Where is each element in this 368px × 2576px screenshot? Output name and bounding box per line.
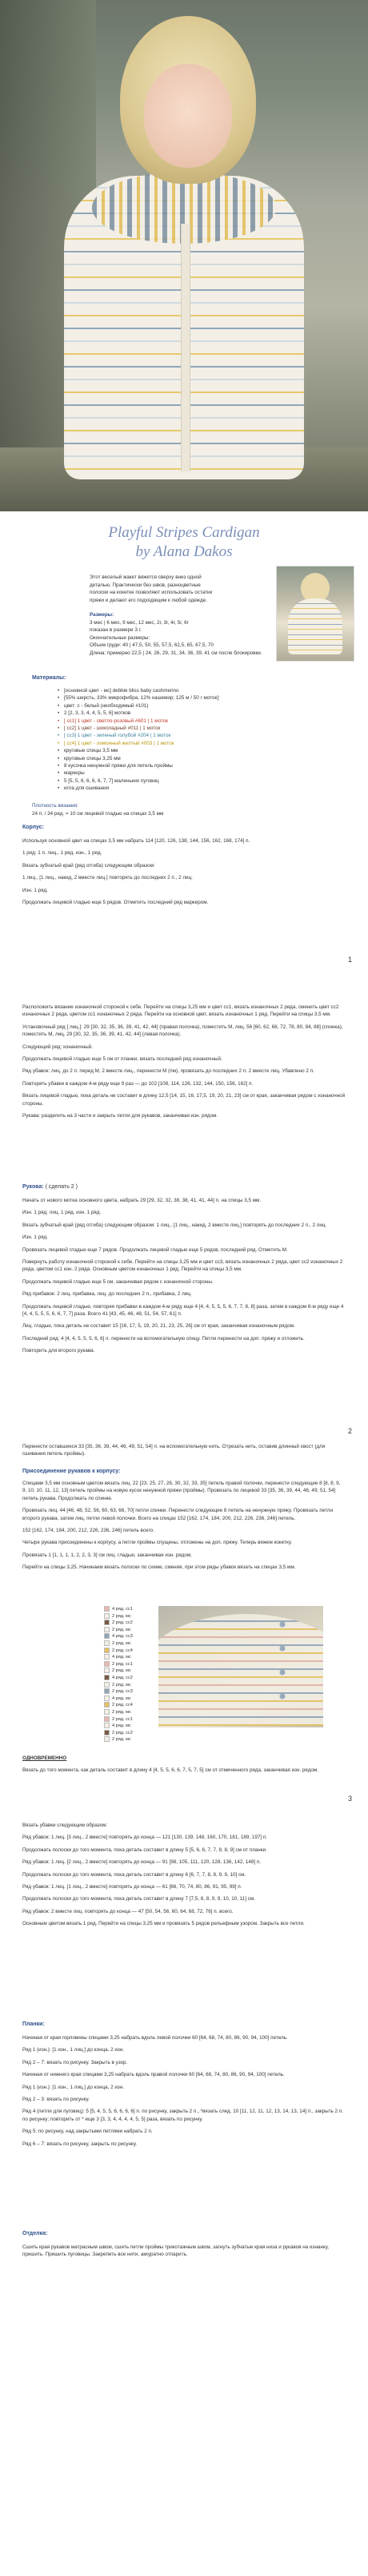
material-item: • 8 кусочка ненужной пряжи для петель проймы [64,762,294,769]
materials-list [54,687,294,793]
stripe-label: 2 ряд. мс [112,1627,131,1632]
instruction-paragraph: Установочный ряд [ лиц.]: 29 [30, 32, 35, 36, 39, 41, 42, 44] (правая полочка), поместить М, лиц. 56 [60, 62, 68, 72, 78, 80, 84, 88] (спинка), поместить М, лиц. 29 [30, 32, 35, 36, 39, 41, 42, 44] (левая полочка). [22,1024,343,1038]
gauge-section [32,802,336,817]
sizes-line: показан в размере 3 г. [90,627,142,634]
stripe-label: 2 ряд. мс [112,1737,131,1743]
stripe-label: 2 ряд. сс1 [112,1661,133,1667]
stripe-row [104,1702,162,1709]
instruction-paragraph: 152 [162, 174, 184, 200, 212, 226, 236, 246] петель всего. [22,1528,154,1534]
stripe-swatch [104,1736,110,1742]
instruction-paragraph: Вязать зубчатый край (ряд отгиба) следующим образом: [22,862,155,869]
stripe-swatch [104,1675,110,1680]
stripe-swatch [104,1688,110,1694]
stripe-row [104,1736,162,1743]
buttons-image [278,1622,286,1718]
instruction-paragraph: Продолжать полоски до того момента, пока деталь составит в длину 6 [6, 7, 7, 8, 8, 9, 9, 10] см. [22,1871,246,1878]
instruction-paragraph: Рукава: разделить на 3 части и закрыть петли для рукавов, заканчивая изн. рядом. [22,1113,218,1119]
instruction-paragraph: Продолжать лицевой гладью еще 5 рядов. Отметить последний ряд маркером. [22,900,209,906]
bands-instructions [22,2034,346,2153]
material-item: • [55% шерсть, 33% микрофибра, 12% кашемир; 125 м / 50 г моток]: [64,694,294,702]
stripe-swatch [104,1682,110,1688]
material-item: • 2 [2, 3, 3, 4, 4, 5, 5, 6] мотков [64,710,294,717]
instruction-paragraph: Лиц. гладью, пока деталь не составит 15 [16, 17, 5, 19, 20, 21, 23, 25, 26] см от края, заканчивая изнаночным рядом. [22,1323,295,1330]
stripe-label: 2 ряд. мс [112,1613,131,1619]
sleeves-heading-text: Рукова: [22,1184,44,1190]
instruction-paragraph: Повторить для второго рукава. [22,1348,95,1354]
stripe-swatch [104,1702,110,1707]
material-item: • круговые спицы 3,25 мм [64,755,294,762]
stripe-swatch [104,1620,110,1625]
stripe-label: 2 ряд. сс3 [112,1689,133,1695]
instruction-paragraph: Провязать лиц. 44 [46, 48, 52, 56, 60, 63, 66, 70] петли спинки. Перенести следующие 8 петель на ненужную пряжу. Провязать петли второго рукава, затем лиц. петли левой полочки. Всего на спицах 152 [162, 174, 184, 200, 212, 226, 236, 246] петель. [22,1508,333,1521]
stripe-label: 4 ряд. сс3 [112,1634,133,1640]
yoke-instructions [22,1004,346,1124]
finishing-instructions [22,2244,346,2264]
material-item: • [основной цвет - мс] debbie bliss baby cashmerino [64,687,294,694]
sizes-line: Окончательные размеры: [90,634,150,641]
instruction-paragraph: Ряд 2 – 3: вязать по рисунку. [22,2097,90,2103]
stripe-label: 4 ряд. сс1 [112,1607,133,1612]
instruction-paragraph: Вязать зубчатый край (ряд отгиба) следующим образом: 1 лиц., [1 лиц., накид, 2 вместе лиц.] повторять до последних 2 п., 2 лиц. [22,1222,327,1228]
stripe-label: 4 ряд. мс [112,1723,131,1729]
hero-photo [0,0,368,511]
sleeves-note: ( сделать 2 ) [45,1184,78,1190]
stripe-swatch [104,1730,110,1735]
instruction-paragraph: Вязать убавки следующим образом: [22,1823,108,1828]
finishing-heading: Отделка: [22,2231,48,2236]
stripe-row [104,1688,162,1695]
instruction-paragraph: Изн. 1 ряд. [22,1234,48,1241]
cardigan-placket-image [181,224,190,471]
sizes-line: 3 мес | 6 мес, 9 мес, 12 мес, 2г, 3г, 4г, 5г, 6г [90,619,189,626]
stripe-row [104,1606,162,1613]
instruction-paragraph: Ряд 5: по рисунку, над закрытыми петлями набрать 2 п. [22,2129,153,2135]
instruction-paragraph: Продолжать лицевой гладью еще 5 см от планки, вязать последний ряд изнаночный. [22,1056,222,1063]
material-item: • [ сс3] 1 цвет - зеленый голубой #204 | 1 моток [64,732,294,739]
stripe-row [104,1675,162,1682]
stripe-row [104,1627,162,1634]
instruction-paragraph: Ряд убавок: лиц. до 2 п. перед М, 2 вместе лиц., перенести М (пм), провязать до последних 2 п. 2 вместе лиц. Убавлено 2 п. [22,1068,314,1075]
sizes-label: Размеры: [90,612,114,618]
stripe-swatch [104,1640,110,1646]
stripe-row [104,1648,162,1655]
sleeves-instructions [22,1197,346,1360]
stripe-label: 2 ряд. сс2 [112,1730,133,1735]
instruction-paragraph: Основным цветом вязать 1 ряд. Перейти на спицы 3,25 мм и провязать 5 рядов рельефным узором. Закрыть все петли. [22,1921,305,1927]
stripe-row [104,1668,162,1675]
stripe-row [104,1633,162,1640]
stripe-swatch [104,1716,110,1722]
material-item: • круговые спицы 3,5 мм [64,747,294,754]
instruction-paragraph: Перейти на спицы 3,25. Начинаем вязать полоски по схеме, сменяя, при этом ряды убавок вязать на спицах 3,5 мм. [22,1564,296,1571]
stripe-label: 2 ряд. сс4 [112,1703,133,1708]
simultaneous-note [22,1755,346,1779]
instruction-paragraph: Провязать лицевой гладью еще 7 рядов. Продолжать лицевой гладью еще 5 рядов, последний ряд. Отметить М. [22,1246,288,1253]
pattern-author: by Alana Dakos [135,543,233,560]
instruction-paragraph: Ряд убавок: 1 лиц. [1 лиц., 2 вместе] повторять до конца — 61 [66, 70, 74, 80, 86, 91, 95, 99] п. [22,1884,242,1890]
page-number: 2 [348,1427,353,1435]
intro-text [90,574,272,604]
stripe-label: 2 ряд. сс4 [112,1648,133,1653]
intro-line: пряжи и делают его подходящим к любой одежде. [90,597,207,603]
pattern-title: Playful Stripes Cardigan [108,524,260,541]
stripe-row [104,1730,162,1737]
instruction-paragraph: Ряд 1 (изн.): [1 изн., 1 лиц.] до конца, 2 изн. [22,2047,125,2053]
stripe-row [104,1723,162,1730]
instruction-paragraph: Начать от нового мотка основного цвета, набрать 29 [29, 32, 32, 38, 38, 41, 41, 44] п. на спицы 3,5 мм. [22,1198,262,1203]
stripe-row [104,1620,162,1627]
gauge-text: 24 п. / 34 ряд. = 10 см лицевой гладью на спицах 3,5 мм [32,810,164,817]
page-number: 1 [348,956,353,964]
cardigan-image [288,598,342,654]
instruction-paragraph: Вязать до того момента, как деталь составит в длину 4 [4, 5, 5, 6, 6, 7, 5, 7, 5] см от отмеченного ряда, заканчивая изн. рядом. [22,1767,318,1774]
instruction-paragraph: Провязать 1 [1, 1, 1, 1, 2, 2, 3, 3] см лиц. гладью, заканчивая изн. рядом. [22,1552,192,1558]
intro-line: Этот веселый жакет вяжется сверху вниз одной [90,574,202,580]
stripe-row [104,1640,162,1648]
instruction-paragraph: Расположить вязание изнаночной стороной к себе. Перейти на спицы 3,25 мм и цвет сс1, вязать изнаночных 2 ряда, сменить цвет сс2 изнаночных 2 ряда, цветом сс1 изнаночных 2 ряда. Перейти на основной цвет, вязать изнаночных 1 ряд. Перейти на спицы 3,5 мм. [22,1004,339,1018]
stripe-label: 2 ряд. мс [112,1640,131,1646]
stripe-row [104,1613,162,1620]
join-heading: Присоединение рукавов к корпусу: [22,1469,121,1474]
bands-heading: Планки: [22,2021,45,2027]
yoke-detail-photo [158,1606,323,1727]
stripe-label: 2 ряд. сс2 [112,1620,133,1626]
body-heading: Корпус: [22,825,44,830]
instruction-paragraph: Ряд 2 – 7: вязать по рисунку. Закрыть в узор. [22,2059,128,2065]
instruction-paragraph: Ряд 4 (петли для пуговиц): 5 [5, 4, 5, 5, 6, 6, 6, 6] п. по рисунку, закрыть 2 п., *вязать след. 10 [11, 12, 11, 12, 13, 14, 13, 14] п., закрыть 2 п. по рисунку; повторить от * еще 3 [3, 3, 4, 4, 4, 4, 5, 5] раза, вязать по рисунку. [22,2109,343,2122]
instruction-paragraph: Начиная от края горловины спицами 3,25 набрать вдоль левой полочки 60 [64, 68, 74, 80, 86, 90, 94, 100] петель. [22,2035,288,2041]
stripe-swatch [104,1695,110,1701]
material-item: • 5 [5, 5, 6, 6, 6, 6, 7, 7] маленьких пуговиц [64,777,294,785]
instruction-paragraph: Перенести оставшиеся 33 [35, 36, 39, 44, 46, 49, 51, 54] п. на вспомогательную нить. Отрезать нить, оставив длинный хвост (для сшивания петель проймы). [22,1444,326,1457]
stripe-label: 4 ряд. мс [112,1695,131,1701]
gauge-label: Плотность вязания: [32,803,78,809]
instruction-paragraph: Ряд убавок: 1 лиц. [2 лиц., 2 вместе] повторять до конца — 91 [98, 105, 111, 120, 128, 136, 142, 148] п. [22,1859,262,1866]
instruction-paragraph: Ряд 6 – 7: вязать по рисунку, закрыть по рисунку. [22,2141,138,2147]
instruction-paragraph: Изн. 1 ряд. лиц. 1 ряд. изн. 1 ряд. [22,1210,102,1216]
sizes-line: Объем груди: 40 | 47,5, 50, 55, 57,5, 62,5, 65, 67,5, 70 [90,642,214,649]
instruction-paragraph: Вязать лицевой гладью, пока деталь не составит в длину 12,5 [14, 15, 16, 17,5, 19, 20, 21, 23] см от края, заканчивая рядом с изнаночной стороны. [22,1093,346,1107]
stripe-swatch [104,1606,110,1612]
material-item: • цвет: с - белый (необходимый #101) [64,702,294,710]
instruction-paragraph: Последний ряд: 4 [4, 4, 5, 5, 5, 6, 6] п. перенести на вспомогательную спицу. Петли перенести на доп. пряжу и отложить. [22,1335,305,1342]
instruction-paragraph: 1 ряд: 1 п. лиц., 1 ряд. изн., 1 ряд. [22,850,102,857]
stripe-label: 4 ряд. мс [112,1655,131,1660]
intro-line: деталью. Практически без швов, разноцветные [90,582,201,588]
page-number: 3 [348,1795,353,1803]
material-item: • маркеры [64,769,294,777]
instruction-paragraph: Спицами 3,5 мм основным цветом вязать лиц. 22 [23, 25, 27, 28, 30, 32, 33, 35] петель правой полочки, перенести следующие 8 [8, 8, 9, 9, 10, 10, 11, 12, 13] петель проймы на новую кусок ненужной пряжи (проймы). Провязать по лицевой 33 [35, 36, 39, 44, 46, 49, 51, 54] петель рукава. Продолжать по спинке. [22,1481,341,1501]
stripe-swatch [104,1709,110,1715]
sizes-line: Длина: примерно 22,5 | 24, 26, 29, 31, 34, 36, 39, 41 см после блокировки. [90,650,262,656]
body-instructions [22,837,346,911]
stripe-swatch [104,1723,110,1728]
instruction-paragraph: Сшить края рукавов матрасным швом, сшить петли проймы трикотажным швом, загнуть зубчатые края низа и рукавов на изнанку, пришить. Пришить пуговицы. Закрепить все нити, аккуратно отпарить. [22,2244,329,2258]
instruction-paragraph: Изн. 1 ряд. [22,887,48,893]
material-item: • [ сс1] 1 цвет - светло-розовый #601 | 1 моток [64,718,294,725]
instruction-paragraph: Повторять убавки в каждом 4-м ряду еще 9 раз — до 102 [108, 114, 126, 132, 144, 150, 156, 162] п. [22,1080,254,1087]
stripe-row [104,1695,162,1703]
decrease-instructions [22,1822,346,1933]
instruction-paragraph: 1 лиц., [1 лиц., накид, 2 вместе лиц.] повторять до последних 2 п., 2 лиц. [22,875,193,881]
instruction-paragraph: Начиная от нижнего края спицами 3,25 набрать вдоль правой полочки 60 [64, 68, 74, 80, 86, 90, 94, 100] петель. [22,2072,285,2078]
stripe-label: 2 ряд. сс1 [112,1716,133,1722]
material-item: • [ сс4] 1 цвет - лимонный желтый #003 | 1 моток [64,740,294,747]
stripe-label: 2 ряд. мс [112,1668,131,1674]
stripe-sequence [104,1606,162,1743]
instruction-paragraph: Ряд убавок: 2 вместе лиц. повторять до конца — 47 [50, 54, 56, 60, 64, 68, 72, 76] п. всего. [22,1908,234,1914]
join-instructions [22,1480,346,1576]
sleeves-heading [22,1184,78,1190]
instruction-paragraph: Ряд прибавок: 2 лиц. прибавка, лиц. до последних 2 п., прибавка, 2 лиц. [22,1291,192,1298]
stripe-row [104,1654,162,1661]
sizes-section [90,611,274,658]
instruction-paragraph: Повернуть работу изнаночной стороной к себе. Перейти на спицы 3,25 мм и цвет сс3, вязать изнаночных 2 ряда, цвет сс2 изнаночных 2 ряда, цветом сс1 изн. 2 ряда. Основным цветом изнаночных 1 ряд. Перейти на спицы 3,5 мм. [22,1259,343,1273]
stripe-swatch [104,1661,110,1667]
join-intro [22,1443,346,1463]
child-face-image [144,64,232,168]
stripe-row [104,1709,162,1716]
stripe-swatch [104,1627,110,1632]
instruction-paragraph: Следующий ряд: изнаночный. [22,1044,93,1050]
yoke-stripes-image [158,1614,323,1726]
stripe-swatch [104,1633,110,1639]
stripe-swatch [104,1654,110,1660]
instruction-paragraph: Используя основной цвет на спицах 3,5 мм набрать 114 [120, 126, 138, 144, 156, 162, 168, 174] п. [22,838,250,844]
stripe-label: 2 ряд. мс [112,1709,131,1715]
instruction-paragraph: Продолжать лицевой гладью еще 5 см, заканчивая рядом с изнаночной стороны. [22,1278,214,1285]
instruction-paragraph: Ряд убавок: 1 лиц. [3 лиц., 2 вместе] повторять до конца — 121 [130, 139, 148, 160, 170, 181, 189, 197] п. [22,1835,267,1841]
instruction-paragraph: Продолжать полоски до того момента, пока деталь составит в длину 5 [5, 6, 6, 7, 7, 8, 8, 9] см от планки. [22,1847,267,1853]
intro-line: полоски на кокетке позволяют использовать остатки [90,590,213,596]
instruction-paragraph: Четыре рукава присоединены к корпусу, а петли проймы спущены, отложены на доп. пряжу. Теперь вяжем кокетку. [22,1540,293,1546]
stripe-row [104,1716,162,1723]
stripe-label: 4 ряд. сс2 [112,1675,133,1680]
stripe-label: 2 ряд. мс [112,1682,131,1688]
stripe-swatch [104,1668,110,1673]
stripe-row [104,1661,162,1668]
materials-heading: Материалы: [32,675,66,681]
stripe-row [104,1682,162,1689]
instruction-paragraph: Ряд 1 (изн.): [1 изн., 1 лиц.] до конца, 2 изн. [22,2084,125,2090]
material-item: • игла для сшивания [64,785,294,792]
stripe-swatch [104,1648,110,1653]
stripe-swatch [104,1613,110,1619]
material-item: • [ сс2] 1 цвет - шоколадный #011 | 1 моток [64,725,294,732]
instruction-paragraph: Продолжать полоски до того момента, пока деталь составит в длину 7 [7,5, 8, 8, 9, 9, 10, 10, 11] см. [22,1896,255,1902]
intro-photo [276,566,354,662]
instruction-paragraph: Продолжать лицевой гладью, повторяя прибавки в каждом 4-м ряду еще 4 [4, 4, 5, 5, 5, 6, 7, 7, 8, 8] раза, затем в каждом 6-м ряду еще 4 [4, 4, 5, 5, 5, 6, 6, 7, 7] раза. Всего 41 [43, 45, 46, 48, 51, 54, 57, 61] п. [22,1303,344,1318]
simultaneous-label: ОДНОВРЕМЕННО [22,1755,67,1761]
